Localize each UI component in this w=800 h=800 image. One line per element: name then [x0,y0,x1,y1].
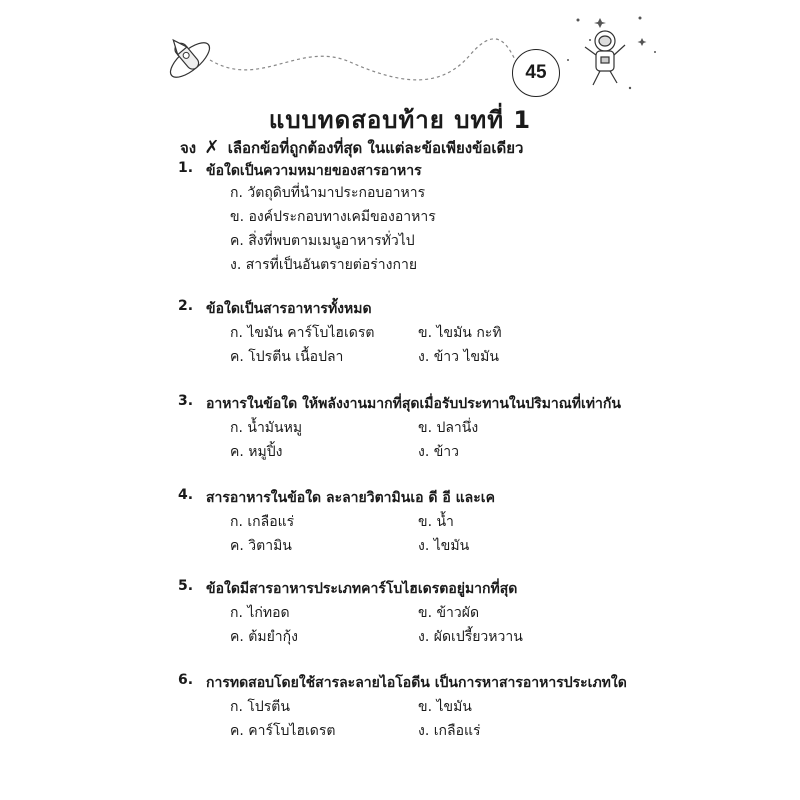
option-c[interactable]: ค. โปรตีน เนื้อปลา [230,349,344,365]
question-text: ข้อใดมีสารอาหารประเภทคาร์โบไฮเดรตอยู่มากที่สุด [206,581,518,597]
question-stem [178,393,778,415]
option-a[interactable]: ก. เกลือแร่ [230,514,295,530]
option-b[interactable]: ข. ไขมัน [418,699,472,715]
question-5 [178,578,778,645]
option-b[interactable]: ข. ไขมัน กะทิ [418,325,502,341]
instruction [180,136,780,160]
question-text: การทดสอบโดยใช้สารละลายไอโอดีน เป็นการหาสารอาหารประเภทใด [206,675,627,691]
question-stem [178,487,778,509]
option-d[interactable]: ง. เกลือแร่ [418,723,481,739]
question-text: ข้อใดเป็นสารอาหารทั้งหมด [206,301,372,317]
question-text: อาหารในข้อใด ให้พลังงานมากที่สุดเมื่อรับประทานในปริมาณที่เท่ากัน [206,396,621,412]
option-a[interactable]: ก. ไขมัน คาร์โบไฮเดรต [230,325,375,341]
question-stem [178,298,778,320]
question-stem [178,672,778,694]
question-number: 3. [178,393,194,409]
option-b[interactable]: ข. องค์ประกอบทางเคมีของอาหาร [230,209,436,225]
option-d[interactable]: ง. ผัดเปรี้ยวหวาน [418,629,523,645]
option-b[interactable]: ข. ปลานึ่ง [418,420,479,436]
page-title: แบบทดสอบท้าย บทที่ 1 [268,106,532,134]
page-number: 45 [512,49,560,97]
instruction-prefix: จง [180,139,197,157]
question-2 [178,298,778,365]
question-number: 1. [178,160,194,176]
option-c[interactable]: ค. สิ่งที่พบตามเมนูอาหารทั่วไป [230,233,415,249]
question-text: สารอาหารในข้อใด ละลายวิตามินเอ ดี อี และเค [206,490,495,506]
question-1 [178,160,778,273]
option-d[interactable]: ง. ข้าว ไขมัน [418,349,499,365]
question-stem [178,578,778,600]
instruction-text: เลือกข้อที่ถูกต้องที่สุด ในแต่ละข้อเพียงข้อเดียว [227,139,524,157]
question-number: 5. [178,578,194,594]
question-number: 4. [178,487,194,503]
option-c[interactable]: ค. ต้มยำกุ้ง [230,629,298,645]
option-a[interactable]: ก. ไก่ทอด [230,605,290,621]
question-6 [178,672,778,739]
option-c[interactable]: ค. หมูปิ้ง [230,444,283,460]
question-number: 2. [178,298,194,314]
option-b[interactable]: ข. ข้าวผัด [418,605,480,621]
option-c[interactable]: ค. คาร์โบไฮเดรต [230,723,336,739]
option-a[interactable]: ก. น้ำมันหมู [230,420,303,436]
option-d[interactable]: ง. สารที่เป็นอันตรายต่อร่างกาย [230,257,418,273]
option-a[interactable]: ก. วัตถุดิบที่นำมาประกอบอาหาร [230,185,426,201]
question-number: 6. [178,672,194,688]
question-stem [178,160,778,182]
question-4 [178,487,778,554]
option-d[interactable]: ง. ข้าว [418,444,460,460]
option-d[interactable]: ง. ไขมัน [418,538,470,554]
rocket-icon [155,25,215,83]
x-mark-icon: ✗ [204,137,220,158]
astronaut-icon [585,31,625,85]
question-text: ข้อใดเป็นความหมายของสารอาหาร [206,163,422,179]
option-b[interactable]: ข. น้ำ [418,514,454,530]
question-3 [178,393,778,460]
option-a[interactable]: ก. โปรตีน [230,699,290,715]
option-c[interactable]: ค. วิตามิน [230,538,292,554]
dotted-trail [210,39,520,80]
